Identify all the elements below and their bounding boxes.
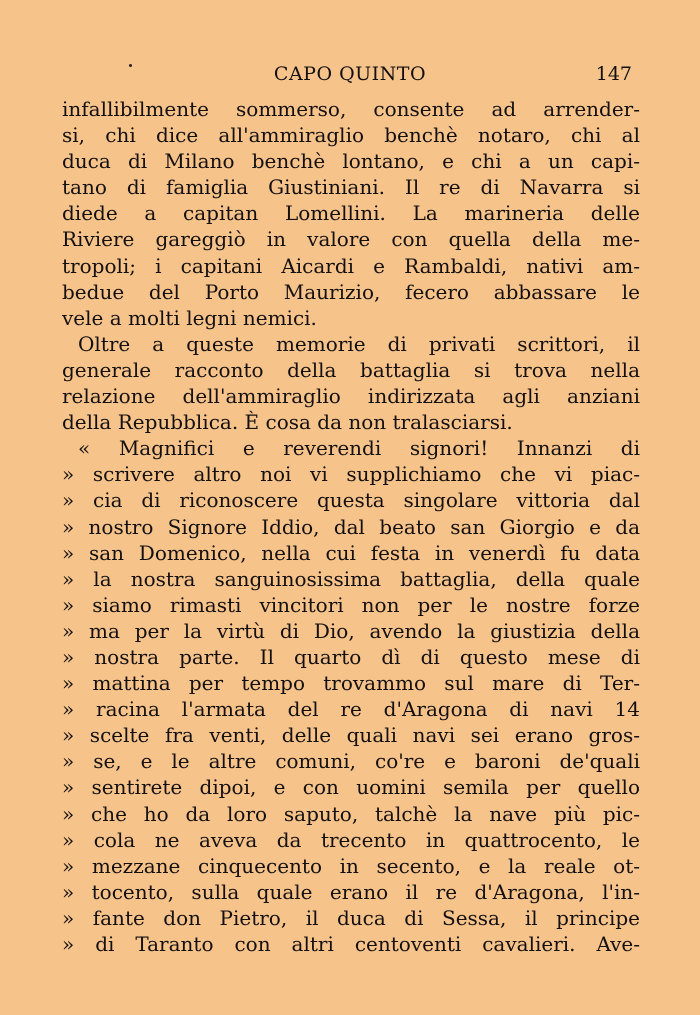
running-header [60,60,640,94]
text-line: relazione dell'ammiraglio indirizzata agli anziani [62,384,640,409]
text-line: » di Taranto con altri centoventi cavalieri. Ave- [62,932,640,956]
text-line: « Magnifici e reverendi signori! Innanzi di [78,436,640,461]
text-line: » cia di riconoscere questa singolare vittoria dal [62,488,640,513]
text-line: infallibilmente sommerso, consente ad arrender- [62,97,640,121]
text-line: » tocento, sulla quale erano il re d'Aragona, l'in- [62,879,640,904]
text-line: Oltre a queste memorie di privati scrittori, il [78,331,640,356]
text-line: » siamo rimasti vincitori non per le nostre forze [62,592,640,617]
text-line: » mattina per tempo trovammo sul mare di Ter- [62,671,640,696]
text-line: » scelte fra venti, delle quali navi sei erano gros- [62,723,640,748]
text-line: » sentirete dipoi, e con uomini semila per quello [62,775,640,800]
text-line: » racina l'armata del re d'Aragona di navi 14 [62,697,640,722]
text-line: tropoli; i capitani Aicardi e Rambaldi, nativi am- [62,253,640,278]
text-line: » fante don Pietro, il duca di Sessa, il principe [62,905,640,930]
text-line: della Repubblica. È cosa da non tralasciarsi. [62,410,513,435]
text-line: » la nostra sanguinosissima battaglia, della quale [62,566,640,591]
text-line: tano di famiglia Giustiniani. Il re di Navarra si [62,175,640,200]
text-line: bedue del Porto Maurizio, fecero abbassare le [62,279,640,304]
page-number: 147 [595,63,632,85]
text-line: generale racconto della battaglia si trova nella [62,357,640,382]
body-text [62,96,640,957]
chapter-title: CAPO QUINTO [273,63,427,85]
text-line: » nostra parte. Il quarto dì di questo mese di [62,644,640,669]
text-line: » san Domenico, nella cui festa in venerdì fu data [62,540,640,565]
text-line: » che ho da loro saputo, talchè la nave più pic- [62,801,640,826]
text-line: si, chi dice all'ammiraglio benchè notaro, chi al [62,123,640,148]
text-line: duca di Milano benchè lontano, e chi a un capi- [62,149,640,174]
text-line: vele a molti legni nemici. [62,305,317,330]
text-line: » nostro Signore Iddio, dal beato san Giorgio e da [62,514,640,539]
text-line: » mezzane cinquecento in secento, e la reale ot- [62,853,640,878]
text-line: » se, e le altre comuni, co're e baroni de'quali [62,749,640,774]
text-line: Riviere gareggiò in valore con quella della me- [62,227,640,252]
text-line: » ma per la virtù di Dio, avendo la giustizia della [62,618,640,643]
text-line: » scrivere altro noi vi supplichiamo che vi piac- [62,462,640,487]
text-line: diede a capitan Lomellini. La marineria delle [62,201,640,226]
text-line: » cola ne aveva da trecento in quattrocento, le [62,827,640,852]
